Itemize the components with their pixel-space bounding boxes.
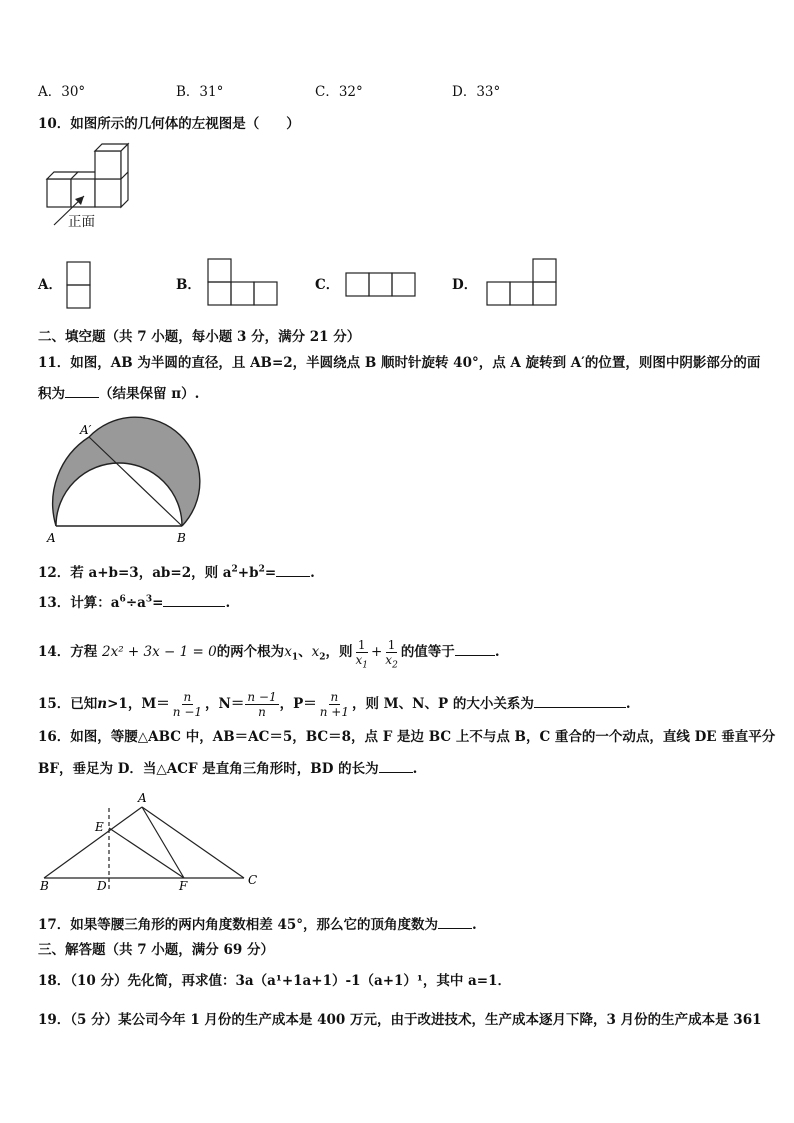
q10-option-d: D． <box>452 277 478 293</box>
q14-text: 14．方程 2x² + 3x − 1 = 0的两个根为$x_1$、$x_2$，则 $\frac{1}{x_1}$ + $\frac{1}{x_2}$ 的值等于 . <box>38 638 500 671</box>
q11-label-b: B <box>177 531 186 545</box>
q16-figure <box>36 790 266 895</box>
q10-option-a-figure <box>66 261 92 309</box>
q11-line1: 11．如图，AB 为半圆的直径，且 AB=2，半圆绕点 B 顺时针旋转 40°，点 A 旋转到 A′的位置，则图中阴影部分的面 <box>38 355 761 371</box>
q10-option-d-figure <box>486 258 558 306</box>
q16-label-e: E <box>95 820 104 834</box>
q11-figure <box>44 420 214 545</box>
q11-label-a: A <box>47 531 56 545</box>
section-3-heading: 三、解答题（共 7 小题，满分 69 分） <box>38 942 274 958</box>
q10-option-c-figure <box>345 272 417 298</box>
q9-option-d: D．33° <box>452 84 501 100</box>
q10-option-b-figure <box>207 258 279 306</box>
q16-line1: 16．如图，等腰△ABC 中，AB＝AC＝5，BC＝8，点 F 是边 BC 上不与点 B，C 重合的一个动点，直线 DE 垂直平分 <box>38 729 776 745</box>
section-2-heading: 二、填空题（共 7 小题，每小题 3 分，满分 21 分） <box>38 329 361 345</box>
q15-text: 15．已知n>1，M＝ $\frac{n}{n -1}$ ，N＝ $\frac{n -1}{n}$ ，P＝ $\frac{n}{n +1}$ ，则 M、N、P 的大小关系为 . <box>38 690 631 719</box>
q18-text: 18．（10 分）先化简，再求值：3a（a¹+1a+1）-1（a+1）¹，其中 a=1． <box>38 973 511 989</box>
q16-label-a: A <box>138 791 147 805</box>
q12-text: 12．若 a+b=3，ab=2，则 $a^2+b^2=$ . <box>38 562 315 583</box>
q10-option-c: C． <box>315 277 340 293</box>
q16-line2: BF，垂足为 D．当△ACF 是直角三角形时，BD 的长为 . <box>38 758 417 779</box>
q16-label-b: B <box>40 879 49 893</box>
q16-label-c: C <box>248 873 258 887</box>
q10-option-a: A． <box>38 277 62 293</box>
q19-text: 19．（5 分）某公司今年 1 月份的生产成本是 400 万元，由于改进技术，生产成本逐月下降，3 月份的生产成本是 361 <box>38 1012 762 1028</box>
q10-text: 10．如图所示的几何体的左视图是（ ） <box>38 116 300 132</box>
q11-label-a-prime: A′ <box>80 423 92 437</box>
q9-option-a: A．30° <box>38 84 86 100</box>
q13-text: 13．计算：$a^6\div a^3=$ . <box>38 592 230 613</box>
q16-label-d: D <box>97 879 107 893</box>
q9-option-c: C．32° <box>315 84 363 100</box>
q10-option-b: B． <box>176 277 201 293</box>
q11-line2: 积为 （结果保留 π）. <box>38 383 199 404</box>
q10-front-label: 正面 <box>68 214 95 230</box>
q16-label-f: F <box>179 879 188 893</box>
q9-option-b: B．31° <box>176 84 224 100</box>
q17-text: 17．如果等腰三角形的两内角度数相差 45°，那么它的顶角度数为 . <box>38 914 477 935</box>
